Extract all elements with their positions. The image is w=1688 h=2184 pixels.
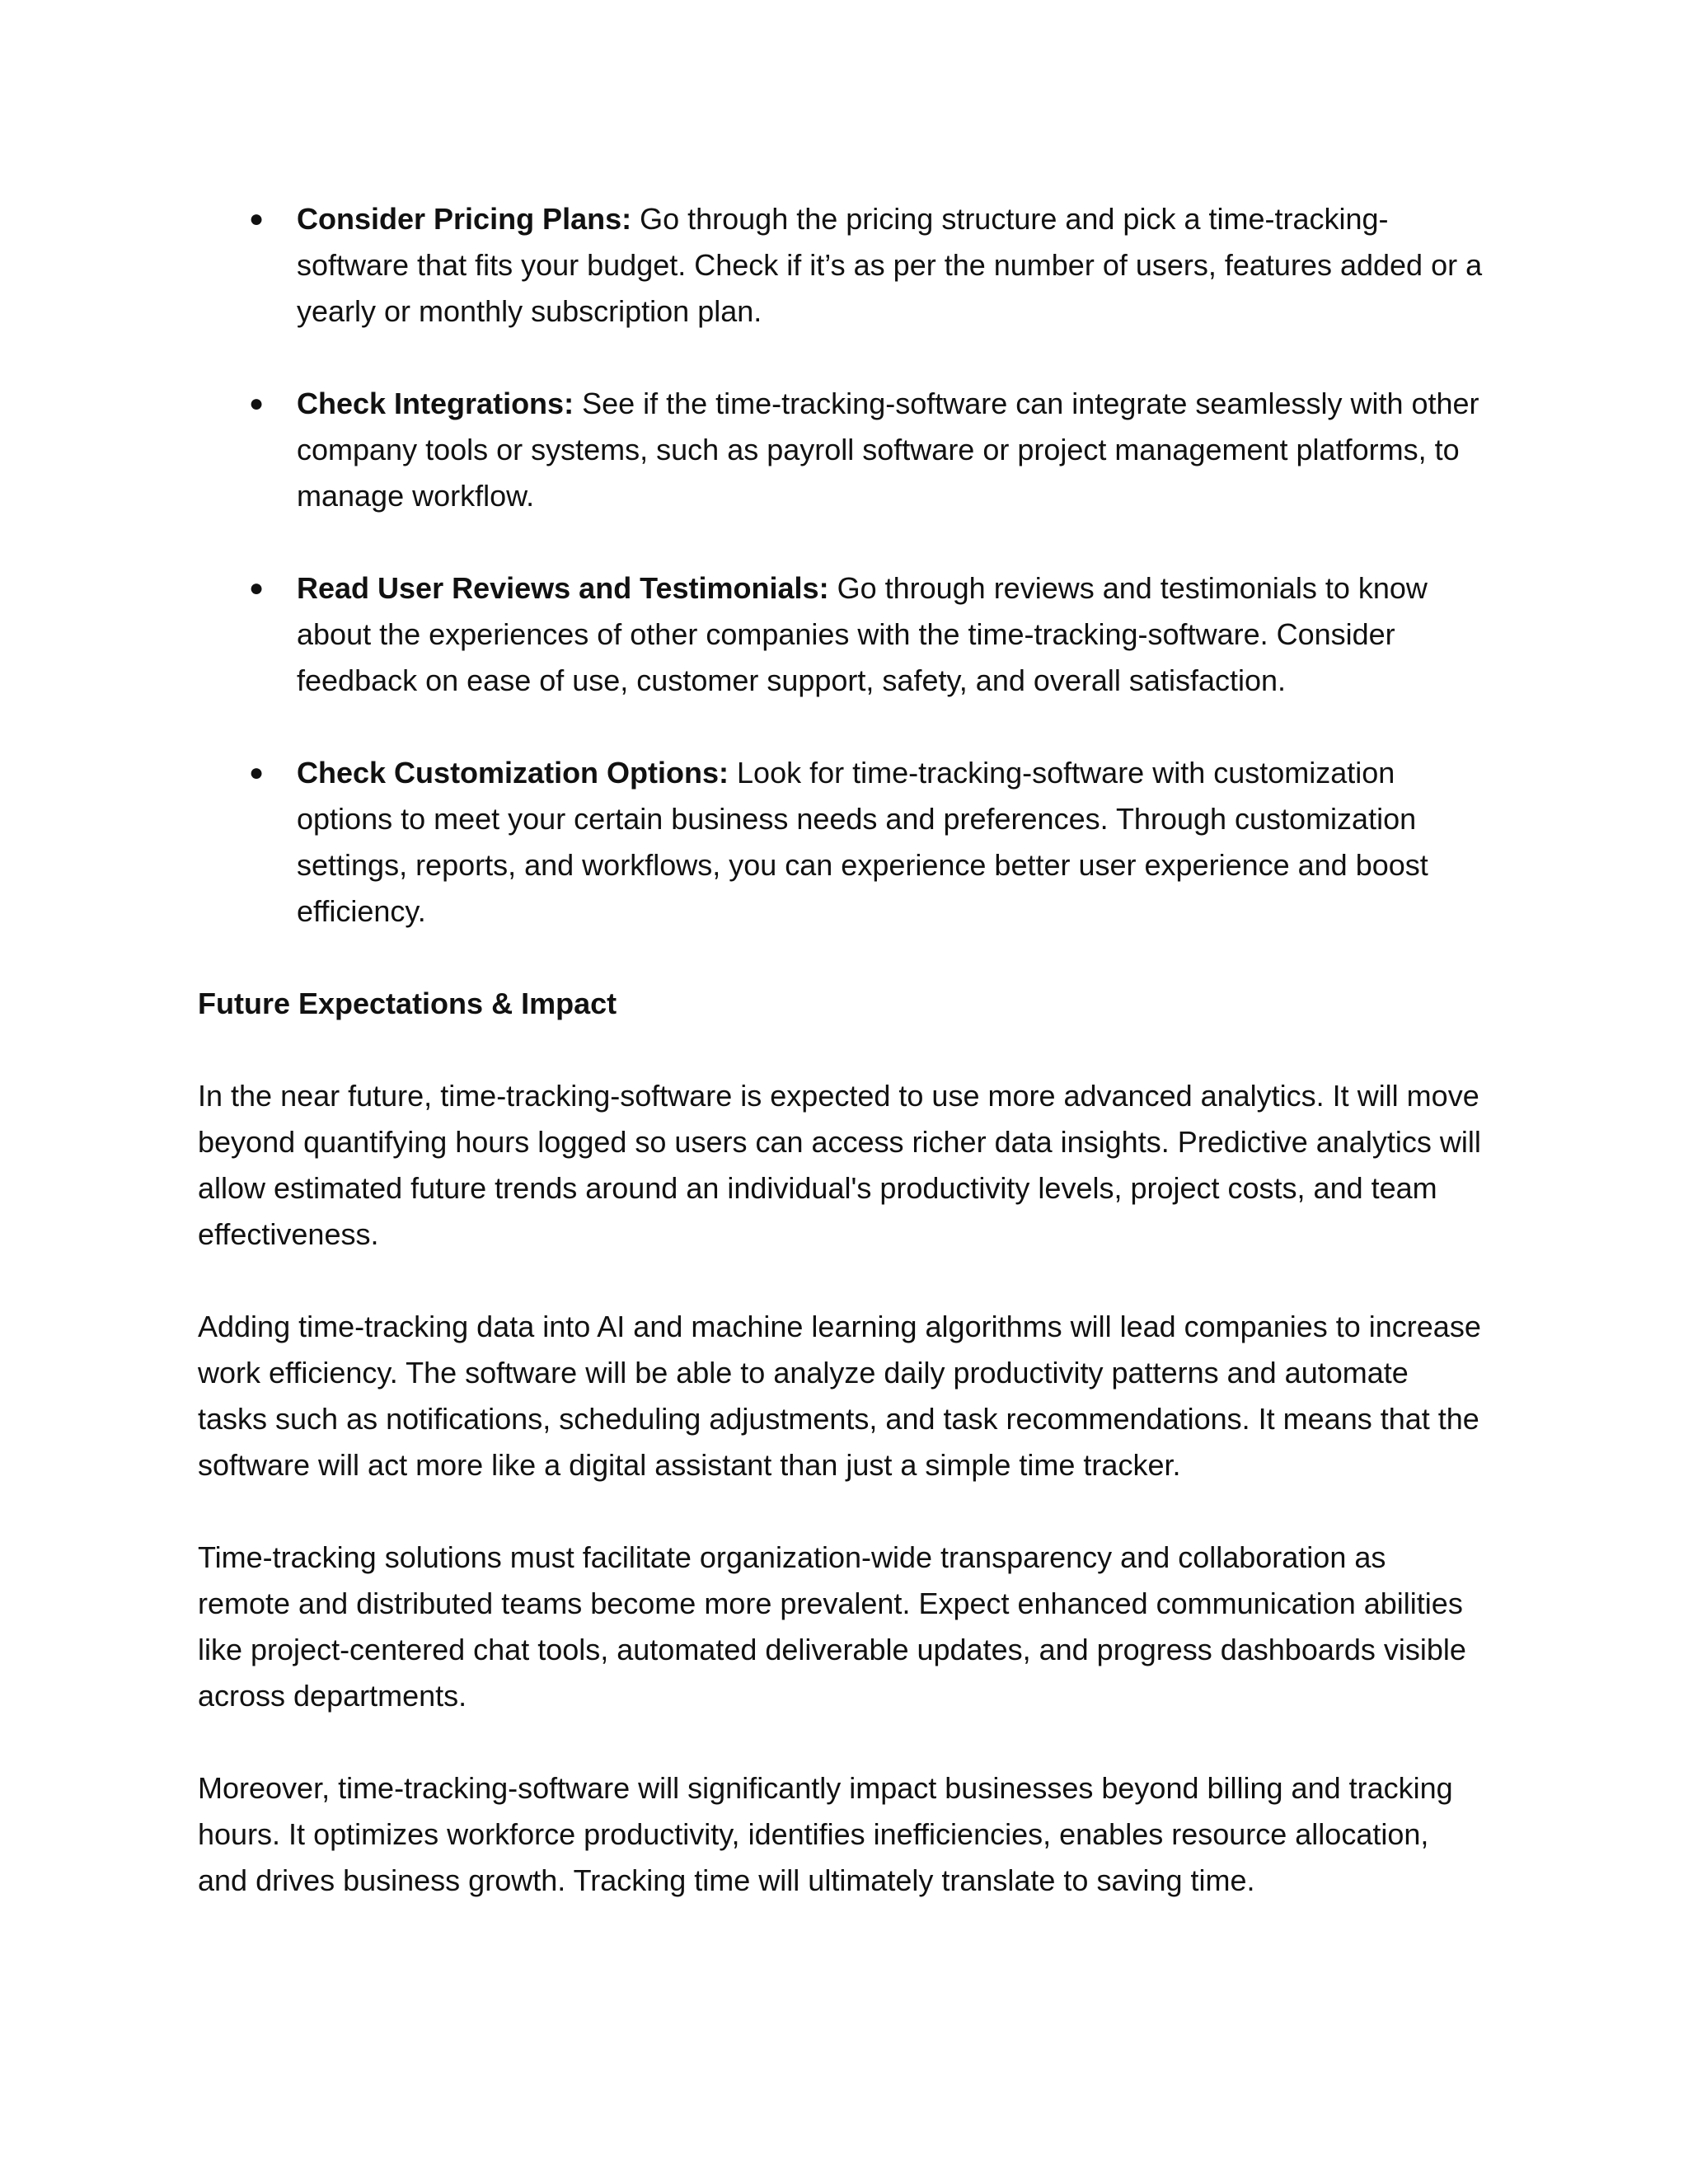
- bullet-text: Go through the pricing structure and pick a time-tracking-software that fits your budget. Check if it’s as per the number of users, features added or a yearly or monthly subscription plan.: [297, 202, 1483, 328]
- list-item: [198, 381, 1484, 519]
- list-item: [198, 750, 1484, 935]
- bullet-label: Read User Reviews and Testimonials:: [297, 571, 829, 605]
- bullet-text: See if the time-tracking-software can integrate seamlessly with other company tools or systems, such as payroll software or project management platforms, to manage workflow.: [297, 387, 1479, 513]
- bullet-text: Look for time-tracking-software with customization options to meet your certain business needs and preferences. Through customization settings, reports, and workflows, you can experience better user experience and boost efficiency.: [297, 756, 1428, 928]
- bullet-label: Check Customization Options:: [297, 756, 729, 790]
- paragraph: Moreover, time-tracking-software will significantly impact businesses beyond billing and tracking hours. It optimizes workforce productivity, identifies inefficiencies, enables resource allocation, and drives business growth. Tracking time will ultimately translate to saving time.: [198, 1771, 1453, 1897]
- bullet-icon: ●: [249, 759, 265, 786]
- list-item: [198, 196, 1484, 335]
- paragraph: In the near future, time-tracking-software is expected to use more advanced analytics. It will move beyond quantifying hours logged so users can access richer data insights. Predictive analytics will allow estimated future trends around an individual's productivity levels, project costs, and team effectiveness.: [198, 1079, 1481, 1251]
- paragraph: Adding time-tracking data into AI and machine learning algorithms will lead companies to increase work efficiency. The software will be able to analyze daily productivity patterns and automate tasks such as notifications, scheduling adjustments, and task recommendations. It means that the software will act more like a digital assistant than just a simple time tracker.: [198, 1310, 1481, 1482]
- bullet-text: Go through reviews and testimonials to know about the experiences of other companies with the time-tracking-software. Consider feedback on ease of use, customer support, safety, and overall satisfaction.: [297, 571, 1428, 697]
- list-item: [198, 565, 1484, 704]
- bullet-icon: ●: [249, 574, 265, 602]
- bullet-label: Consider Pricing Plans:: [297, 202, 632, 236]
- document-page: [198, 196, 1484, 1950]
- bullet-icon: ●: [249, 390, 265, 417]
- bullet-label: Check Integrations:: [297, 387, 574, 420]
- bullet-icon: ●: [249, 205, 265, 232]
- section-heading: Future Expectations & Impact: [198, 987, 617, 1020]
- tips-bullet-list: [198, 196, 1484, 935]
- paragraph: Time-tracking solutions must facilitate organization-wide transparency and collaboration as remote and distributed teams become more prevalent. Expect enhanced communication abilities like project-centered chat tools, automated deliverable updates, and progress dashboards visible across departments.: [198, 1540, 1466, 1713]
